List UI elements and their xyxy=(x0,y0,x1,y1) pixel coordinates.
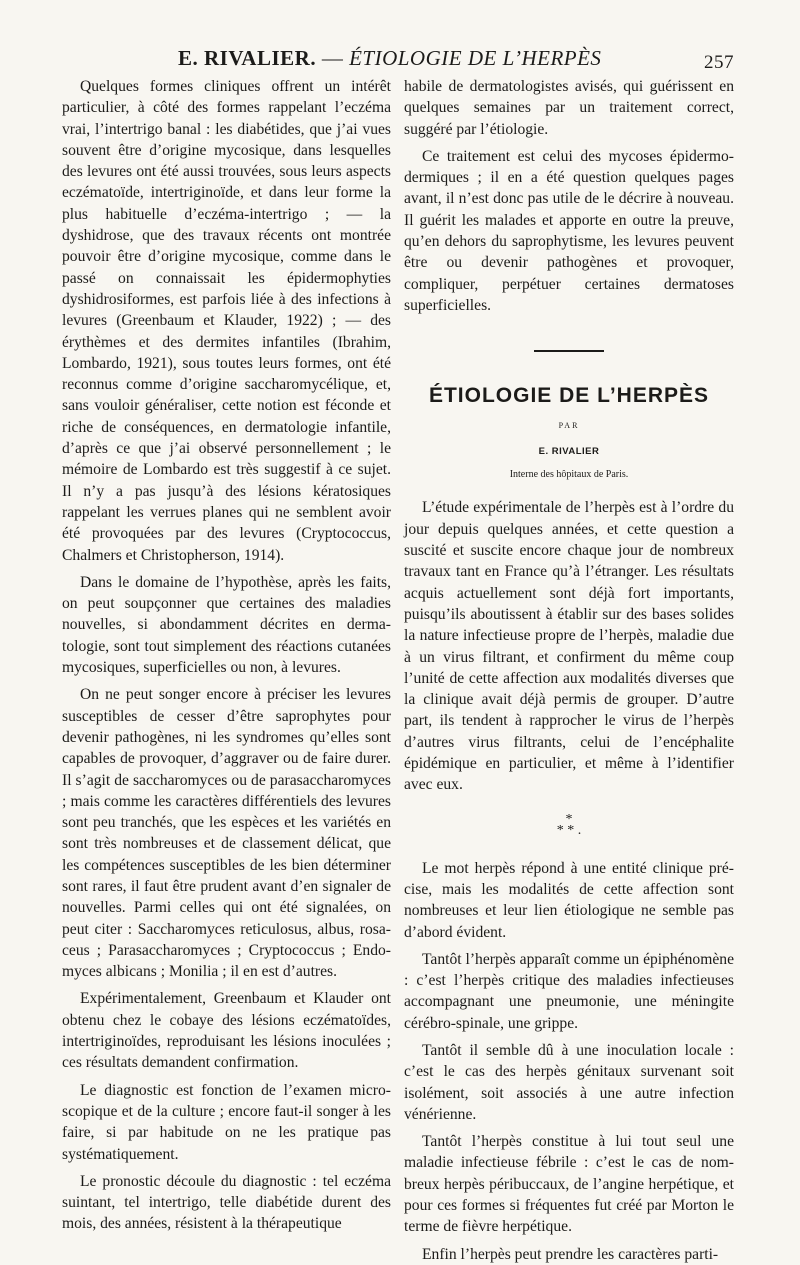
paragraph: L’étude expérimentale de l’herpès est à l’ordre du jour depuis quelques années, et cette question a suscité et suscite encore chaque jour de nombreux travaux tant en France qu’à l’étranger. Les résultats acquis actuellement sont déjà fort importants, puisqu’ils aboutissent à établir sur des bases solides la nature infectieuse propre de l’herpès, maladie due à un virus filtrant, et confirment du même coup l’unité de cette affection aux modalités diverses que la clinique avait déjà permis de grouper. D’autre part, ils tendent à rapprocher le virus de l’herpès d’autres virus filtrants, celui de l’encéphalite épidémique en particulier, et même à l’identifier avec eux. xyxy=(404,499,734,794)
paragraph: On ne peut songer encore à préciser les levures susceptibles de cesser d’être saprophytes pour devenir pathogènes, ni les syndromes qu’elles sont capables de provoquer, d’aggraver ou de faire durer. Il s’agit de saccharomyces ou de parasaccharomyces ; mais comme les caractères différentiels des levures sont peu tranchés, que les espèces et les variétés en sont très nombreuses et de classement délicat, que les compétences susceptibles de les bien déterminer sont rares, il faut être prudent avant d’en signaler de nouvelles. Parmi celles qui ont été signalées, on peut citer : Saccharomyces reticulosus, albus, rosaceus ; Parasaccharomyces ; Cryptococcus ; Endomyces albicans ; Monilia ; il en est d’autres. xyxy=(62,686,391,981)
paragraph: habile de dermatologistes avisés, qui guérissent en quelques semaines par un traitement correct, suggéré par l’étiologie. xyxy=(404,78,734,138)
paragraph: Ce traitement est celui des mycoses épidermodermiques ; il en a été question quelques pages avant, il n’est donc pas utile de le décrire à nouveau. Il guérit les malades et apporte en outre la preuve, qu’en dehors du saprophytisme, les levures peuvent être ou devenir pathogènes et provoquer, compliquer, perpétuer certaines dermatoses superficielles. xyxy=(404,147,734,314)
right-column xyxy=(404,76,734,1265)
paragraph: Le mot herpès répond à une entité clinique précise, mais les modalités de cette affection sont nombreuses et leur lien étiologique ne semble pas d’abord évident. xyxy=(404,859,734,941)
running-head-dash: — xyxy=(316,46,350,70)
byline-author: E. RIVALIER xyxy=(538,445,600,457)
paragraph: Tantôt l’herpès constitue à lui tout seul une maladie infectieuse fébrile : c’est le cas de nombreux herpès péribuccaux, de l’angine herpétique, et pour ces formes si fréquentes fut créé par Morton le terme de fièvre herpétique. xyxy=(404,1133,734,1236)
left-column xyxy=(62,76,391,1235)
running-title xyxy=(178,46,601,71)
byline-par: PAR xyxy=(558,420,580,430)
paragraph: Tantôt il semble dû à une inoculation locale : c’est le cas des herpès génitaux survenant soit isolément, soit associés à une autre infection vénérienne. xyxy=(404,1041,734,1123)
paragraph: Quelques formes cliniques offrent un intérêt particulier, à côté des formes rappelant l’eczéma vrai, l’intertrigo banal : les diabétides, que j’ai vues souvent être d’origine mycosique, dans lesquelles des levures ont été aussi trouvées, sous leurs aspects eczématoïde, intertriginoïde, et dans leur forme la plus habituelle d’eczéma-intertrigo ; — la dyshidrose, que des travaux récents ont montrée pouvoir être d’origine mycosique, comme dans le passé on connaissait les épidermophyties dyshidrosiformes, est parfois liée à des infections à levures (Greenbaum et Klauder, 1922) ; — des érythèmes et des dermites infantiles (Ibrahim, Lombardo, 1921), sous toutes leurs formes, ont été reconnus comme d’origine saccharomycélique, et, sans vouloir généraliser, cette notion est féconde et riche de conséquences, en dermatologie infantile, d’après ce que j’ai observé personnellement ; le mémoire de Lombardo est très suggestif à ce sujet. Il n’y a pas jusqu’à des lésions kératosiques rappelant les verrues planes qui ne semblent avoir été provoquées par des levures (Cryptococcus, Chalmers et Christopherson, 1914). xyxy=(62,78,391,564)
asterism-separator: * * * . xyxy=(556,811,582,838)
running-head-subject: ÉTIOLOGIE DE L’HERPÈS xyxy=(349,46,602,70)
page-number: 257 xyxy=(704,52,734,73)
paragraph: Dans le domaine de l’hypothèse, après les faits, on peut soupçonner que certaines des maladies nouvelles, si abondamment décrites en dermatologie, sont tout simplement des réactions cutanées mycosiques, superficielles ou non, à levures. xyxy=(62,573,391,677)
running-head-author: E. RIVALIER. xyxy=(178,46,317,70)
article-title: ÉTIOLOGIE DE L’HERPÈS xyxy=(428,384,710,408)
paragraph: Tantôt l’herpès apparaît comme un épiphénomène : c’est l’herpès critique des maladies infectieuses accompagnant une pneumonie, une méningite cérébro-spinale, une grippe. xyxy=(404,950,734,1032)
paragraph: Enfin l’herpès peut prendre les caractères parti- xyxy=(422,1245,719,1263)
byline-affiliation: Interne des hôpitaux de Paris. xyxy=(509,469,629,481)
paragraph: Expérimentalement, Greenbaum et Klauder ont obtenu chez le cobaye des lésions eczématoïdes, intertriginoïdes, reproduisant les lésions inoculées ; ces résultats demandent confirmation. xyxy=(62,990,391,1072)
paragraph: Le diagnostic est fonction de l’examen microscopique et de la culture ; encore faut-il songer à les faire, si par habitude on ne les pratique pas systématiquement. xyxy=(62,1081,391,1163)
section-divider xyxy=(534,350,604,352)
paragraph: Le pronostic découle du diagnostic : tel eczéma suintant, tel intertrigo, telle diabétide durent des mois, des années, résistent à la thérapeutique xyxy=(62,1172,391,1233)
